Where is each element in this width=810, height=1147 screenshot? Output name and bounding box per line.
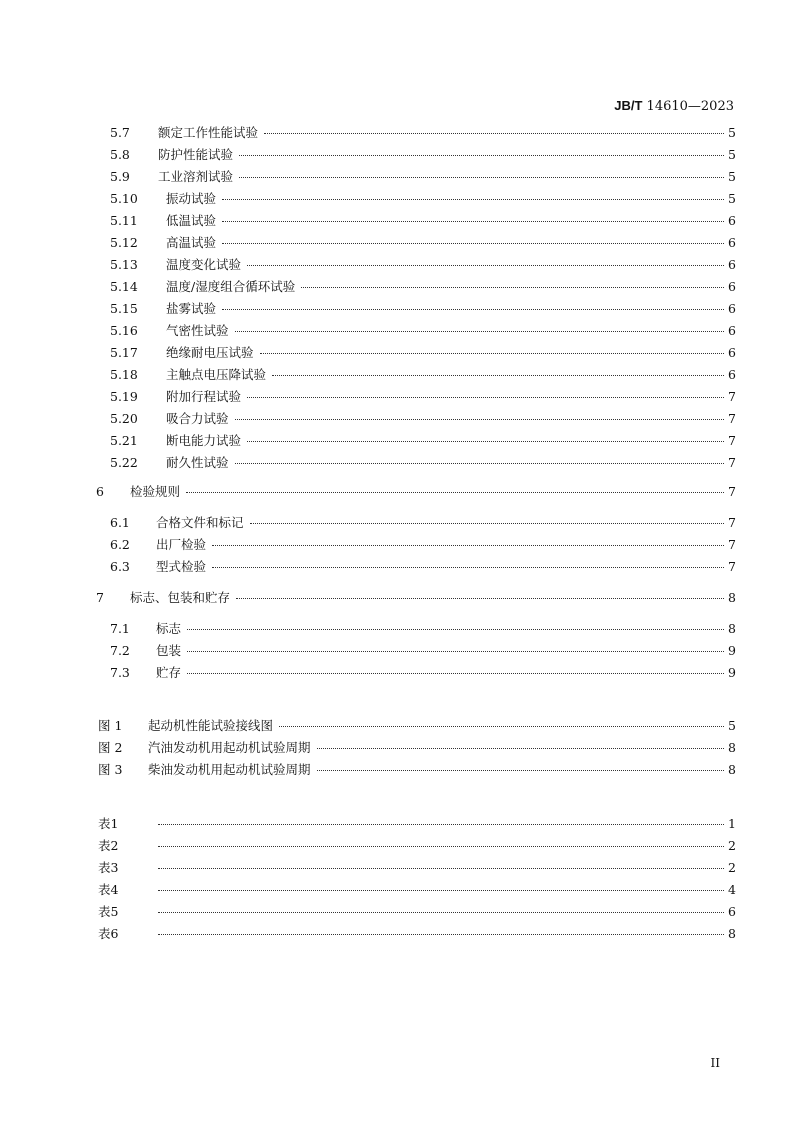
toc-section-entry[interactable] — [110, 388, 736, 406]
toc-section-page: 7 — [728, 433, 736, 448]
dot-leader — [317, 770, 725, 771]
toc-section-number: 6 — [96, 484, 104, 499]
toc-section-entry[interactable] — [110, 234, 736, 252]
toc-section-title: 断电能力试验 — [166, 433, 242, 448]
toc-section-page: 5 — [728, 191, 736, 206]
toc-table-entry[interactable] — [98, 903, 736, 921]
toc-figure-number: 图 1 — [98, 718, 123, 733]
standard-number: 14610—2023 — [646, 99, 734, 114]
toc-section-title: 附加行程试验 — [166, 389, 242, 404]
dot-leader — [158, 868, 724, 869]
toc-table-number: 表2 — [98, 838, 119, 853]
toc-section-page: 6 — [728, 279, 736, 294]
dot-leader — [187, 629, 724, 630]
toc-table-page: 1 — [728, 816, 736, 831]
toc-section-number: 5.16 — [110, 323, 138, 338]
toc-section-entry[interactable] — [110, 146, 736, 164]
toc-section-number: 5.15 — [110, 301, 138, 316]
dot-leader — [247, 265, 724, 266]
toc-figure-page: 5 — [728, 718, 736, 733]
toc-table-number: 表5 — [98, 904, 119, 919]
toc-section-entry[interactable] — [110, 124, 736, 142]
dot-leader — [187, 673, 724, 674]
dot-leader — [222, 199, 724, 200]
toc-table-entry[interactable] — [98, 881, 736, 899]
toc-section-entry[interactable] — [110, 536, 736, 554]
toc-figure-title: 汽油发动机用起动机试验周期 — [148, 740, 311, 755]
toc-section-entry[interactable] — [110, 664, 736, 682]
toc-section-title: 标志 — [156, 621, 182, 636]
toc-table-number: 表6 — [98, 926, 119, 941]
toc-section-number: 5.19 — [110, 389, 138, 404]
dot-leader — [247, 397, 724, 398]
toc-table-number: 表3 — [98, 860, 119, 875]
toc-section-number: 7.2 — [110, 643, 130, 658]
toc-table-entry[interactable] — [98, 815, 736, 833]
dot-leader — [212, 545, 724, 546]
toc-section-page: 6 — [728, 301, 736, 316]
toc-section-number: 5.10 — [110, 191, 138, 206]
toc-section-page: 8 — [728, 590, 736, 605]
toc-section-number: 5.14 — [110, 279, 138, 294]
dot-leader — [212, 567, 724, 568]
toc-section-entry[interactable] — [110, 256, 736, 274]
dot-leader — [239, 177, 724, 178]
toc-section-entry[interactable] — [110, 514, 736, 532]
toc-section-title: 出厂检验 — [156, 537, 207, 552]
toc-section-entry[interactable] — [110, 558, 736, 576]
toc-section-page: 6 — [728, 323, 736, 338]
dot-leader — [158, 934, 724, 935]
toc-section-number: 6.2 — [110, 537, 130, 552]
toc-section-number: 5.18 — [110, 367, 138, 382]
dot-leader — [222, 309, 724, 310]
toc-table-entry[interactable] — [98, 859, 736, 877]
toc-figure-entry[interactable] — [98, 761, 736, 779]
dot-leader — [279, 726, 724, 727]
toc-table-entry[interactable] — [98, 837, 736, 855]
toc-table-page: 4 — [728, 882, 736, 897]
toc-figure-title: 起动机性能试验接线图 — [148, 718, 274, 733]
toc-section-title: 型式检验 — [156, 559, 207, 574]
toc-section-page: 6 — [728, 367, 736, 382]
toc-section-number: 5.20 — [110, 411, 138, 426]
toc-section-entry[interactable] — [110, 620, 736, 638]
toc-section-title: 耐久性试验 — [166, 455, 229, 470]
toc-section-entry[interactable] — [110, 322, 736, 340]
toc-section-title: 振动试验 — [166, 191, 217, 206]
toc-section-page: 6 — [728, 235, 736, 250]
toc-section-number: 5.22 — [110, 455, 138, 470]
dot-leader — [235, 419, 725, 420]
dot-leader — [187, 651, 724, 652]
dot-leader — [236, 598, 724, 599]
toc-section-title: 主触点电压降试验 — [166, 367, 267, 382]
toc-section-page: 7 — [728, 515, 736, 530]
toc-section-number: 5.8 — [110, 147, 130, 162]
toc-section-number: 5.9 — [110, 169, 130, 184]
toc-section-entry[interactable] — [96, 483, 736, 501]
toc-section-number: 5.7 — [110, 125, 130, 140]
toc-section-page: 6 — [728, 257, 736, 272]
toc-table-number: 表1 — [98, 816, 119, 831]
dot-leader — [235, 463, 725, 464]
toc-section-entry[interactable] — [110, 344, 736, 362]
toc-section-title: 检验规则 — [130, 484, 181, 499]
dot-leader — [247, 441, 724, 442]
toc-section-entry[interactable] — [110, 168, 736, 186]
toc-section-title: 贮存 — [156, 665, 182, 680]
toc-section-page: 9 — [728, 643, 736, 658]
toc-section-number: 5.17 — [110, 345, 138, 360]
toc-section-title: 温度变化试验 — [166, 257, 242, 272]
toc-section-title: 标志、包装和贮存 — [130, 590, 231, 605]
toc-table-page: 2 — [728, 860, 736, 875]
toc-table-number: 表4 — [98, 882, 119, 897]
toc-section-entry[interactable] — [110, 278, 736, 296]
toc-figure-page: 8 — [728, 762, 736, 777]
dot-leader — [272, 375, 724, 376]
toc-section-title: 吸合力试验 — [166, 411, 229, 426]
dot-leader — [186, 492, 724, 493]
page-number: II — [710, 1056, 720, 1070]
dot-leader — [317, 748, 725, 749]
toc-section-page: 7 — [728, 389, 736, 404]
toc-section-page: 7 — [728, 411, 736, 426]
toc-section-entry[interactable] — [110, 366, 736, 384]
toc-section-title: 工业溶剂试验 — [158, 169, 234, 184]
dot-leader — [239, 155, 724, 156]
dot-leader — [158, 846, 724, 847]
toc-figure-entry[interactable] — [98, 717, 736, 735]
toc-table-page: 2 — [728, 838, 736, 853]
toc-section-entry[interactable] — [110, 642, 736, 660]
toc-section-title: 高温试验 — [166, 235, 217, 250]
toc-section-number: 6.1 — [110, 515, 130, 530]
toc-figure-number: 图 3 — [98, 762, 123, 777]
toc-section-page: 7 — [728, 559, 736, 574]
toc-section-title: 气密性试验 — [166, 323, 229, 338]
toc-section-title: 防护性能试验 — [158, 147, 234, 162]
toc-section-page: 5 — [728, 147, 736, 162]
toc-section-entry[interactable] — [110, 410, 736, 428]
toc-section-number: 5.12 — [110, 235, 138, 250]
toc-section-entry[interactable] — [110, 190, 736, 208]
toc-section-number: 5.11 — [110, 213, 138, 228]
toc-section-page: 7 — [728, 484, 736, 499]
toc-section-entry[interactable] — [110, 454, 736, 472]
toc-section-page: 7 — [728, 537, 736, 552]
standard-code — [614, 98, 734, 114]
toc-section-number: 7.1 — [110, 621, 130, 636]
toc-section-page: 5 — [728, 125, 736, 140]
toc-section-entry[interactable] — [110, 212, 736, 230]
toc-table-page: 8 — [728, 926, 736, 941]
toc-section-page: 7 — [728, 455, 736, 470]
toc-section-page: 6 — [728, 213, 736, 228]
toc-table-page: 6 — [728, 904, 736, 919]
toc-section-page: 5 — [728, 169, 736, 184]
toc-figure-entry[interactable] — [98, 739, 736, 757]
dot-leader — [158, 890, 724, 891]
standard-prefix: JB/T — [614, 98, 643, 113]
dot-leader — [222, 243, 724, 244]
toc-section-entry[interactable] — [96, 589, 736, 607]
dot-leader — [235, 331, 725, 332]
dot-leader — [158, 824, 724, 825]
toc-section-number: 5.21 — [110, 433, 138, 448]
toc-figure-number: 图 2 — [98, 740, 123, 755]
dot-leader — [301, 287, 724, 288]
toc-section-title: 包装 — [156, 643, 182, 658]
toc-section-page: 6 — [728, 345, 736, 360]
toc-table-entry[interactable] — [98, 925, 736, 943]
toc-figure-page: 8 — [728, 740, 736, 755]
toc-section-entry[interactable] — [110, 300, 736, 318]
toc-section-entry[interactable] — [110, 432, 736, 450]
toc-section-title: 温度/湿度组合循环试验 — [166, 279, 296, 294]
toc-section-title: 盐雾试验 — [166, 301, 217, 316]
toc-section-number: 5.13 — [110, 257, 138, 272]
toc-section-page: 9 — [728, 665, 736, 680]
toc-section-title: 额定工作性能试验 — [158, 125, 259, 140]
toc-section-title: 绝缘耐电压试验 — [166, 345, 254, 360]
toc-section-number: 6.3 — [110, 559, 130, 574]
toc-section-title: 合格文件和标记 — [156, 515, 244, 530]
dot-leader — [222, 221, 724, 222]
toc-section-number: 7 — [96, 590, 104, 605]
dot-leader — [264, 133, 724, 134]
toc-figure-title: 柴油发动机用起动机试验周期 — [148, 762, 311, 777]
toc-section-number: 7.3 — [110, 665, 130, 680]
toc-section-page: 8 — [728, 621, 736, 636]
dot-leader — [250, 523, 725, 524]
toc-section-title: 低温试验 — [166, 213, 217, 228]
dot-leader — [260, 353, 725, 354]
dot-leader — [158, 912, 724, 913]
